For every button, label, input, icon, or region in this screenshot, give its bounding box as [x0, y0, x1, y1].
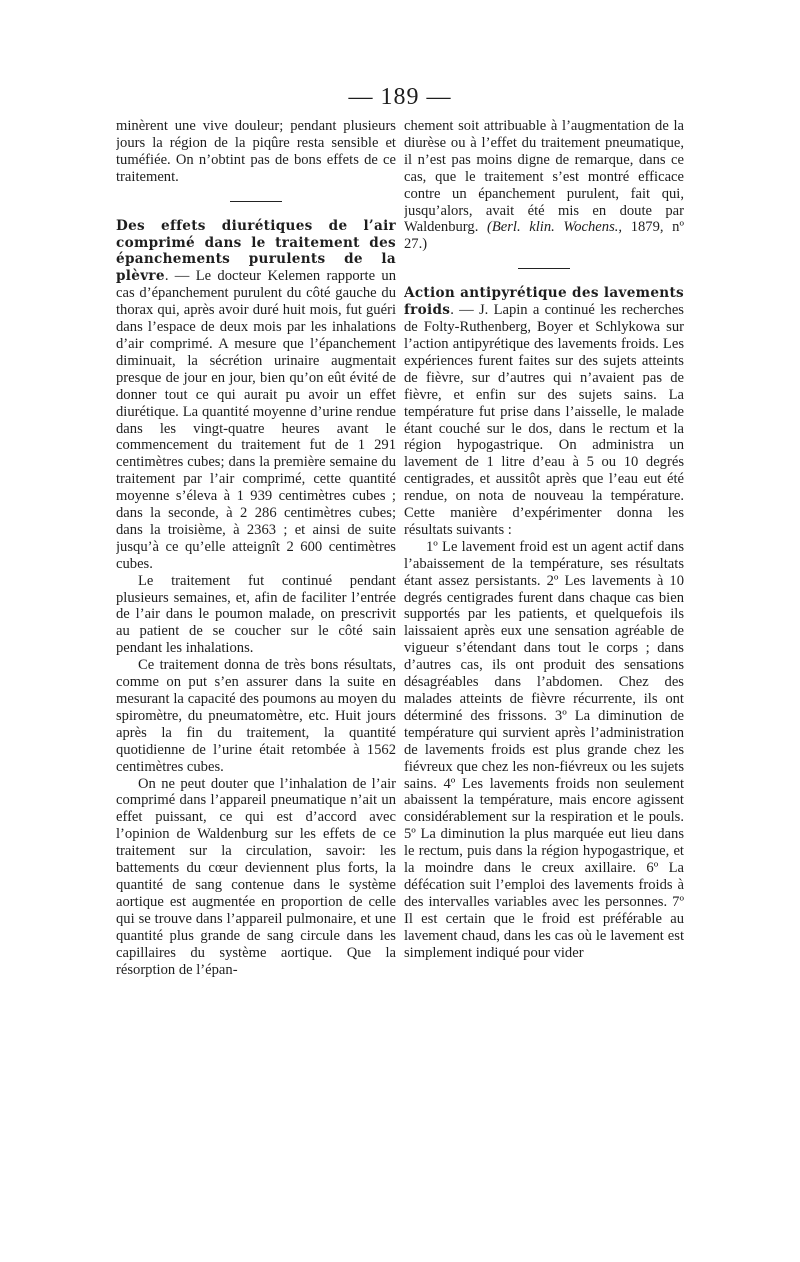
right-column — [404, 118, 684, 1158]
article-heading-diuretic: Des effets diurétiques de l’air comprimé dans le traitement des épanchements purulents de la plèvre — [116, 217, 396, 285]
article-antipyretic-intro — [404, 285, 684, 539]
page-number: — 189 — — [348, 84, 452, 110]
left-column — [116, 118, 396, 1158]
paragraph: On ne peut douter que l’inhalation de l’air comprimé dans l’appareil pneumatique n’ait un effet puissant, ce qui est d’accord avec l’opinion de Waldenburg sur les effets de ce traitement sur la circulation, savoir: les battements du cœur deviennent plus forts, la quantité de sang contenue dans le système aortique est augmentée en proportion de celle qui se trouve dans l’appareil pulmonaire, et une quantité plus grande de sang circule dans les capillaires du système aortique. Que la résorption de l’épan- — [116, 775, 396, 978]
citation-details: 1879, nº 27.) — [404, 219, 684, 253]
article-antipyretic-text: . — J. Lapin a continué les recherches de Folty-Ruthenberg, Boyer et Schlykowa sur l’action antipyrétique des lavements froids. Les expériences furent faites sur des sujets atteints de fièvre, sur d’autres qui n’avaient pas de fièvre, et enfin sur des sujets sains. La température fut prise dans l’aisselle, le malade étant couché sur le dos, dans le rectum et la région hypogastrique. On administra un lavement de 1 litre d’eau à 5 ou 10 degrés centigrades, et aussitôt après que l’eau eut été rendue, on nota de nouveau la température. Cette manière d’expérimenter donna les résultats suivants : — [404, 302, 684, 538]
article-diuretic-text: . — Le docteur Kelemen rapporte un cas d’épanchement purulent du côté gauche du thorax qui, après avoir duré huit mois, fut guéri dans l’espace de deux mois par les inhalations d’air comprimé. A mesure que l’épanchement diminuait, la sécrétion urinaire augmentait presque de jour en jour, bien qu’on eût évité de donner tout ce qui aurait pu avoir un effet diurétique. La quantité moyenne d’urine rendue dans les vingt-quatre heures avant le commencement du traitement fut de 1 291 centimètres cubes; dans la première semaine du traitement par l’air comprimé, cette quantité moyenne s’éleva à 1 939 centimètres cubes ; dans la seconde, à 2 286 centimètres cubes; dans la troisième, à 2363 ; et ainsi de suite jusqu’à ce qu’elle atteignît 2 600 centimètres cubes. — [116, 268, 396, 572]
continued-paragraph: minèrent une vive douleur; pendant plusieurs jours la région de la piqûre resta sensible et tuméfiée. On n’obtint pas de bons effets de ce traitement. — [116, 118, 396, 185]
paragraph-text: chement soit attribuable à l’augmentation de la diurèse ou à l’effet du traitement pneumatique, il n’est pas moins digne de remarque, dans ce cas, que le traitement s’est montré efficace contre un épanchement purulent, fait qui, jusqu’alors, avait été mis en doute par Waldenburg. — [404, 118, 684, 236]
continued-paragraph — [404, 118, 684, 253]
citation-source: (Berl. klin. Wochens., — [486, 219, 623, 236]
article-diuretic-intro — [116, 218, 396, 573]
paragraph: Ce traitement donna de très bons résultats, comme on put s’en assurer dans la suite en mesurant la capacité des poumons au moyen du spiromètre, du pneumatomètre, etc. Huit jours après la fin du traitement, la quantité quotidienne de l’urine était retombée à 1562 centimètres cubes. — [116, 657, 396, 775]
section-divider — [518, 268, 570, 269]
paragraph: Le traitement fut continué pendant plusieurs semaines, et, afin de faciliter l’entrée de l’air dans le poumon malade, on prescrivit au patient de se coucher sur le côté sain pendant les inhalations. — [116, 572, 396, 657]
paragraph: 1º Le lavement froid est un agent actif dans l’abaissement de la température, ses résultats étant assez persistants. 2º Les lavements à 10 degrés centigrades furent dans chaque cas bien supportés par les patients, et quelquefois ils laissaient après eux une sensation agréable de vigueur s’étendant dans tout le corps ; dans d’autres cas, ils ont produit des sensations désagréables dans l’abdomen. Chez des malades atteints de fièvre récurrente, ils ont déterminé des frissons. 3º La diminution de température qui survient après l’administration de lavements froids est plus grande chez les fiévreux que chez les non-fiévreux ou les sujets sains. 4º Les lavements froids non seulement abaissent la température, mais encore agissent considérablement sur la respiration et le pouls. 5º La diminution la plus marquée eut lieu dans le rectum, puis dans la région hypogastrique, et la moindre dans le creux axillaire. 6º La défécation suit l’emploi des lavements froids à des intervalles variables avec les personnes. 7º Il est certain que le froid est préférable au lavement chaud, dans les cas où le lavement est simplement indiqué pour vider — [404, 538, 684, 961]
article-heading-antipyretic: Action antipyrétique des lavements froids — [404, 285, 684, 319]
section-divider — [230, 201, 282, 202]
